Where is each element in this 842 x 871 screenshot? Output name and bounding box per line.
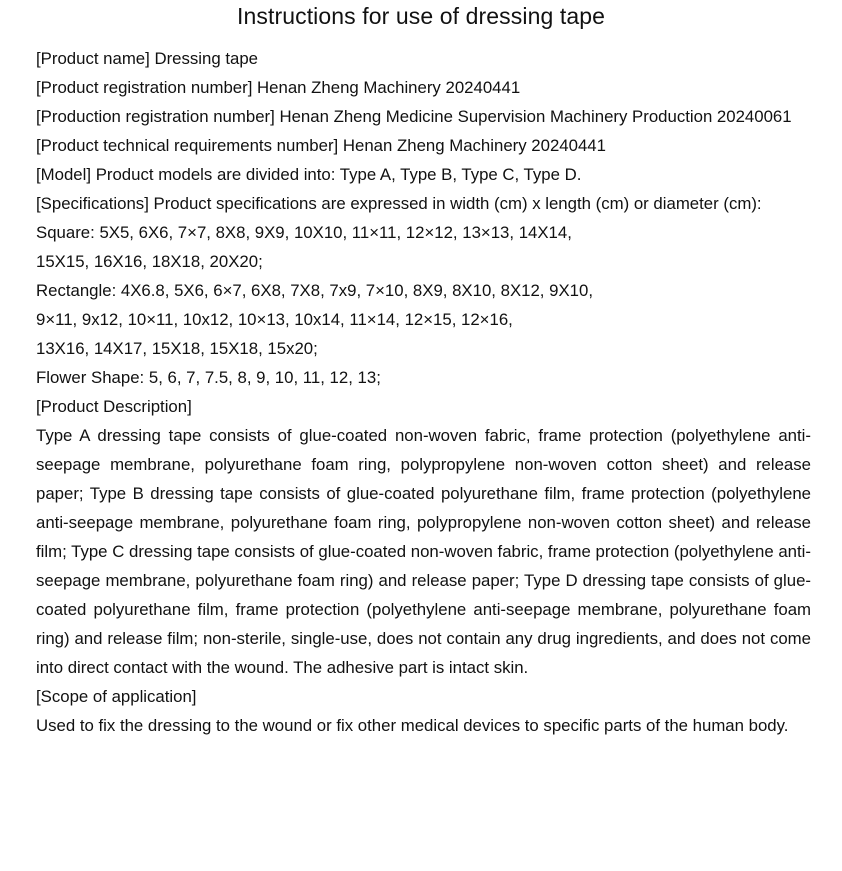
scope-of-application-text: Used to fix the dressing to the wound or fix other medical devices to specific parts of the human body. <box>36 716 789 735</box>
document-title: Instructions for use of dressing tape <box>236 3 606 29</box>
square-sizes-line-1: Square: 5X5, 6X6, 7×7, 8X8, 9X9, 10X10, 11×11, 12×12, 13×13, 14X14, <box>36 223 572 242</box>
specifications-line: [Specifications] Product specifications are expressed in width (cm) x length (cm) or diameter (cm): <box>36 194 762 213</box>
model-line: [Model] Product models are divided into: Type A, Type B, Type C, Type D. <box>36 165 582 184</box>
product-description-heading: [Product Description] <box>36 397 192 416</box>
product-name-line: [Product name] Dressing tape <box>36 49 258 68</box>
production-registration-number-line: [Production registration number] Henan Zheng Medicine Supervision Machinery Production 20240061 <box>36 107 792 126</box>
rectangle-sizes-line-1: Rectangle: 4X6.8, 5X6, 6×7, 6X8, 7X8, 7x9, 7×10, 8X9, 8X10, 8X12, 9X10, <box>36 281 593 300</box>
square-sizes-line-2: 15X15, 16X16, 18X18, 20X20; <box>36 252 263 271</box>
flower-shape-sizes-line: Flower Shape: 5, 6, 7, 7.5, 8, 9, 10, 11, 12, 13; <box>36 368 381 387</box>
rectangle-sizes-line-3: 13X16, 14X17, 15X18, 15X18, 15x20; <box>36 339 318 358</box>
product-registration-number-line: [Product registration number] Henan Zheng Machinery 20240441 <box>36 78 521 97</box>
scope-of-application-heading: [Scope of application] <box>36 687 197 706</box>
rectangle-sizes-line-2: 9×11, 9x12, 10×11, 10x12, 10×13, 10x14, 11×14, 12×15, 12×16, <box>36 310 513 329</box>
document-body <box>36 44 811 740</box>
product-description-text: Type A dressing tape consists of glue-coated non-woven fabric, frame protection (polyethylene anti-seepage membrane, polyurethane foam ring, polypropylene non-woven cotton sheet) and release paper; Type B dressing tape consists of glue-coated polyurethane film, frame protection (polyethylene anti-seepage membrane, polyurethane foam ring, polypropylene non-woven cotton sheet) and release film; Type C dressing tape consists of glue-coated non-woven fabric, frame protection (polyethylene anti-seepage membrane, polyurethane foam ring) and release paper; Type D dressing tape consists of glue-coated polyurethane film, frame protection (polyethylene anti-seepage membrane, polyurethane foam ring) and release film; non-sterile, single-use, does not contain any drug ingredients, and does not come into direct contact with the wound. The adhesive part is intact skin. <box>36 426 811 677</box>
technical-requirements-number-line: [Product technical requirements number] Henan Zheng Machinery 20240441 <box>36 136 606 155</box>
